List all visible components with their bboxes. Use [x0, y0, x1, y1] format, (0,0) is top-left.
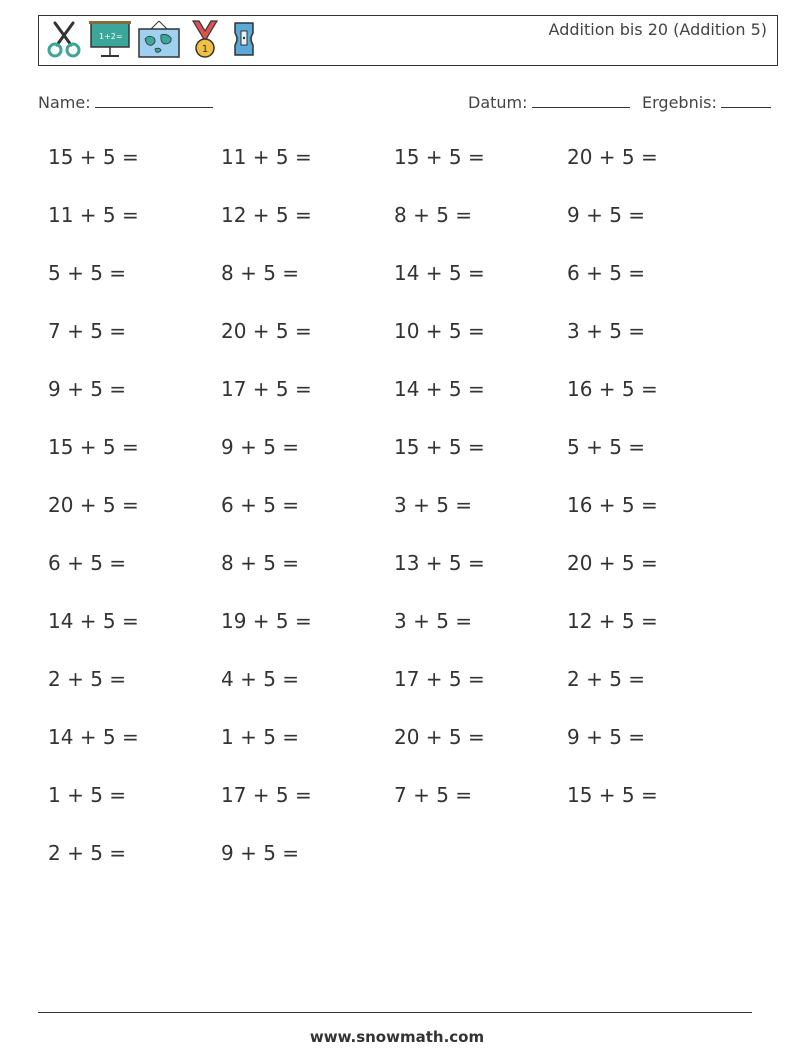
problem-item: 16 + 5 =: [567, 493, 658, 517]
problem-item: 6 + 5 =: [48, 551, 127, 575]
problem-item: 2 + 5 =: [48, 841, 127, 865]
problem-item: 9 + 5 =: [221, 435, 300, 459]
worksheet-title: Addition bis 20 (Addition 5): [548, 20, 767, 39]
problem-item: 6 + 5 =: [221, 493, 300, 517]
problem-item: 14 + 5 =: [48, 725, 139, 749]
problem-item: 14 + 5 =: [394, 261, 485, 285]
problem-item: 1 + 5 =: [48, 783, 127, 807]
problem-item: 3 + 5 =: [567, 319, 646, 343]
problem-item: 9 + 5 =: [221, 841, 300, 865]
problem-item: 14 + 5 =: [394, 377, 485, 401]
problem-item: 5 + 5 =: [567, 435, 646, 459]
scissors-icon: [45, 19, 83, 63]
problem-item: 20 + 5 =: [567, 551, 658, 575]
date-label: Datum:: [468, 93, 528, 112]
problem-item: 20 + 5 =: [567, 145, 658, 169]
problem-item: 12 + 5 =: [221, 203, 312, 227]
problem-item: 3 + 5 =: [394, 609, 473, 633]
problem-item: 6 + 5 =: [567, 261, 646, 285]
name-blank: [95, 93, 213, 108]
problem-item: 4 + 5 =: [221, 667, 300, 691]
problem-item: 19 + 5 =: [221, 609, 312, 633]
header-icons: [45, 20, 259, 62]
problem-item: 11 + 5 =: [48, 203, 139, 227]
problem-item: 20 + 5 =: [48, 493, 139, 517]
problem-item: 9 + 5 =: [567, 725, 646, 749]
medal-icon: [187, 19, 223, 63]
problem-item: 10 + 5 =: [394, 319, 485, 343]
problem-item: 2 + 5 =: [567, 667, 646, 691]
problem-item: 1 + 5 =: [221, 725, 300, 749]
chalkboard-icon: [89, 19, 131, 63]
result-blank: [721, 93, 771, 108]
problem-item: 8 + 5 =: [394, 203, 473, 227]
problem-item: 8 + 5 =: [221, 551, 300, 575]
problem-item: 3 + 5 =: [394, 493, 473, 517]
problem-item: 15 + 5 =: [394, 145, 485, 169]
footer-url: www.snowmath.com: [309, 1028, 485, 1046]
sharpener-icon: [229, 19, 259, 63]
problem-item: 9 + 5 =: [48, 377, 127, 401]
problem-item: 7 + 5 =: [394, 783, 473, 807]
problem-item: 17 + 5 =: [394, 667, 485, 691]
problem-item: 9 + 5 =: [567, 203, 646, 227]
problem-item: 20 + 5 =: [394, 725, 485, 749]
problem-item: 8 + 5 =: [221, 261, 300, 285]
problem-item: 15 + 5 =: [394, 435, 485, 459]
problem-item: 17 + 5 =: [221, 377, 312, 401]
name-field: [38, 93, 213, 112]
medal-text: 1: [201, 44, 209, 55]
problem-item: 20 + 5 =: [221, 319, 312, 343]
problem-item: 15 + 5 =: [48, 435, 139, 459]
problem-item: 7 + 5 =: [48, 319, 127, 343]
footer-divider: [38, 1012, 752, 1013]
chalkboard-text: 1+2=: [99, 32, 123, 41]
date-field: [468, 93, 630, 112]
problem-item: 15 + 5 =: [48, 145, 139, 169]
name-label: Name:: [38, 93, 91, 112]
problem-item: 2 + 5 =: [48, 667, 127, 691]
result-field: [642, 93, 771, 112]
problem-item: 5 + 5 =: [48, 261, 127, 285]
problem-item: 12 + 5 =: [567, 609, 658, 633]
worksheet-header: [38, 15, 778, 66]
problem-item: 15 + 5 =: [567, 783, 658, 807]
problem-item: 14 + 5 =: [48, 609, 139, 633]
problem-item: 11 + 5 =: [221, 145, 312, 169]
result-label: Ergebnis:: [642, 93, 717, 112]
problem-item: 16 + 5 =: [567, 377, 658, 401]
problem-item: 13 + 5 =: [394, 551, 485, 575]
date-blank: [532, 93, 630, 108]
map-icon: [137, 19, 181, 63]
problem-item: 17 + 5 =: [221, 783, 312, 807]
